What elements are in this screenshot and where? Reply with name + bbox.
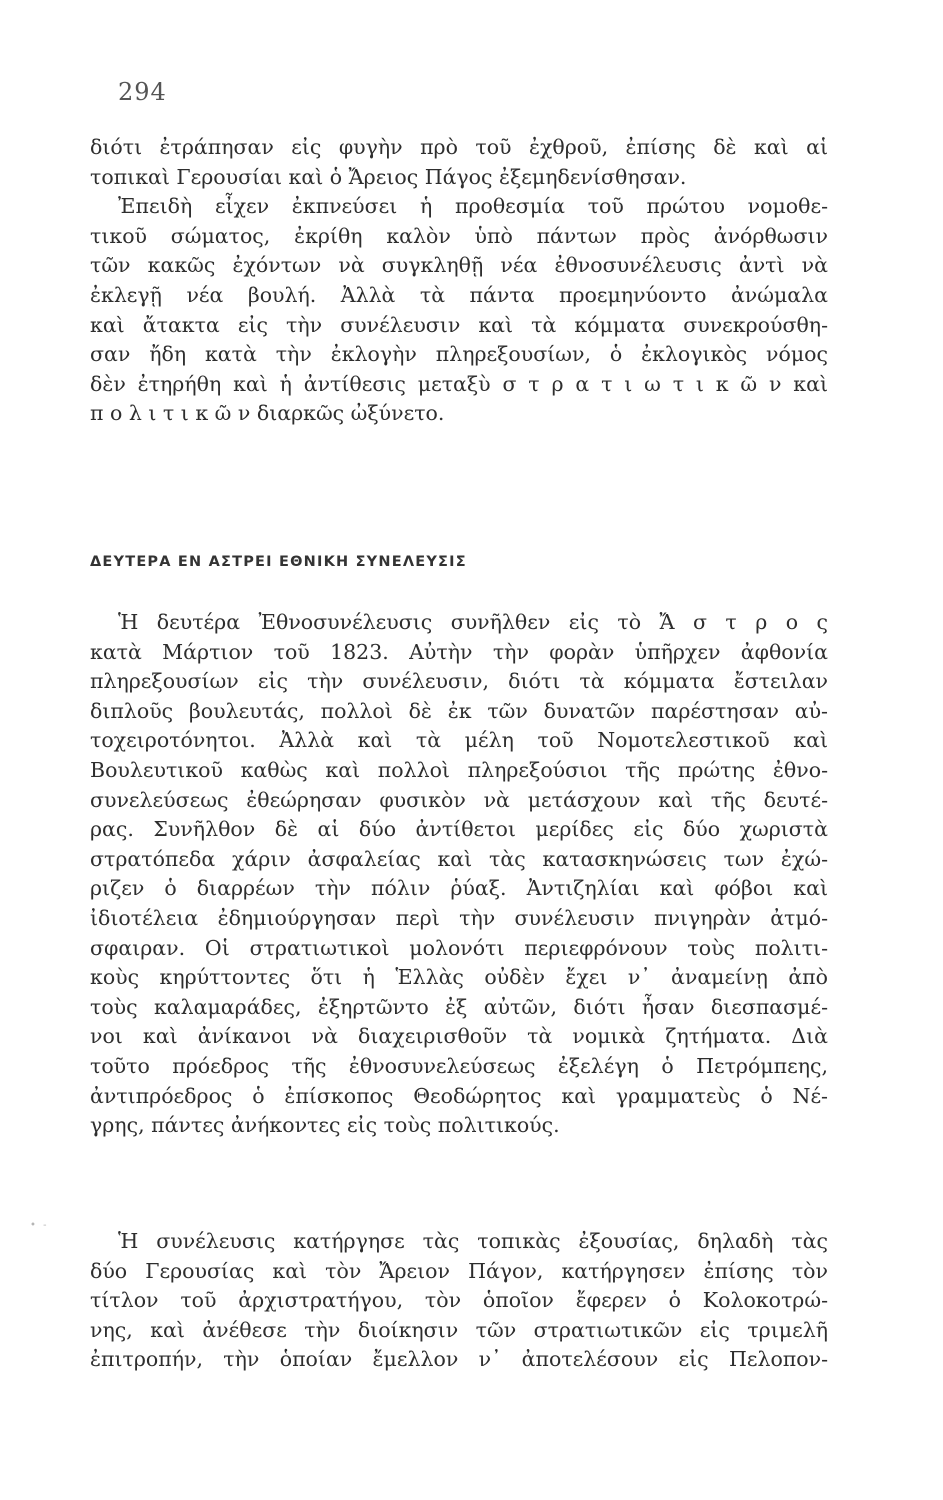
- text-line: γρης, πάντες ἀνήκοντες εἰς τοὺς πολιτικούς.: [90, 1113, 560, 1138]
- text-line: ρας. Συνῆλθον δὲ αἱ δύο ἀντίθετοι μερίδες εἰς δύο χωριστὰ: [90, 817, 828, 842]
- text-line: ἰδιοτέλεια ἐδημιούργησαν περὶ τὴν συνέλευσιν πνιγηρὰν ἀτμό-: [90, 905, 828, 930]
- text-line: ριζεν ὁ διαρρέων τὴν πόλιν ῥύαξ. Ἀντιζηλίαι καὶ φόβοι καὶ: [90, 876, 828, 901]
- text-line: νης, καὶ ἀνέθεσε τὴν διοίκησιν τῶν στρατιωτικῶν εἰς τριμελῆ: [90, 1317, 828, 1342]
- page-number: 294: [118, 78, 167, 106]
- text-line: ἀντιπρόεδρος ὁ ἐπίσκοπος Θεοδώρητος καὶ γραμματεὺς ὁ Νέ-: [90, 1083, 828, 1108]
- text-line: ἐκλεγῇ νέα βουλή. Ἀλλὰ τὰ πάντα προεμηνύοντο ἀνώμαλα: [90, 282, 828, 307]
- text-line: σφαιραν. Οἱ στρατιωτικοὶ μολονότι περιεφρόνουν τοὺς πολιτι-: [90, 935, 828, 960]
- text-line: σαν ἤδη κατὰ τὴν ἐκλογὴν πληρεξουσίων, ὁ ἐκλογικὸς νόμος: [90, 342, 828, 367]
- text-line: νοι καὶ ἀνίκανοι νὰ διαχειρισθοῦν τὰ νομικὰ ζητήματα. Διὰ: [90, 1024, 828, 1049]
- section-heading: ΔΕΥΤΕΡΑ ΕΝ ΑΣΤΡΕΙ ΕΘΝΙΚΗ ΣΥΝΕΛΕΥΣΙΣ: [90, 554, 467, 570]
- text-line: καὶ ἄτακτα εἰς τὴν συνέλευσιν καὶ τὰ κόμματα συνεκρούσθη-: [90, 312, 828, 337]
- text-line: διπλοῦς βουλευτάς, πολλοὶ δὲ ἐκ τῶν δυνατῶν παρέστησαν αὐ-: [90, 698, 828, 723]
- text-line: τοπικαὶ Γερουσίαι καὶ ὁ Ἄρειος Πάγος ἐξεμηδενίσθησαν.: [90, 164, 687, 189]
- text-line: Ἡ δευτέρα Ἐθνοσυνέλευσις συνῆλθεν εἰς τὸ Ἄ σ τ ρ ο ς: [118, 610, 828, 634]
- text-line: π ο λ ι τ ι κ ῶ ν διαρκῶς ὠξύνετο.: [90, 401, 445, 426]
- text-line: Ἡ συνέλευσις κατήργησε τὰς τοπικὰς ἐξουσίας, δηλαδὴ τὰς: [118, 1229, 828, 1253]
- text-line: κατὰ Μάρτιον τοῦ 1823. Αὐτὴν τὴν φορὰν ὑπῆρχεν ἀφθονία: [90, 639, 828, 664]
- paragraph-1: [90, 133, 828, 429]
- text-line: Βουλευτικοῦ καθὼς καὶ πολλοὶ πληρεξούσιοι τῆς πρώτης ἐθνο-: [90, 757, 828, 782]
- text-line: στρατόπεδα χάριν ἀσφαλείας καὶ τὰς κατασκηνώσεις των ἐχώ-: [90, 846, 828, 871]
- text-line: ἐπιτροπήν, τὴν ὁποίαν ἔμελλον ν᾽ ἀποτελέσουν εἰς Πελοπον-: [90, 1347, 828, 1372]
- text-line: συνελεύσεως ἐθεώρησαν φυσικὸν νὰ μετάσχουν καὶ τῆς δευτέ-: [90, 787, 828, 812]
- text-line: πληρεξουσίων εἰς τὴν συνέλευσιν, διότι τὰ κόμματα ἔστειλαν: [90, 669, 828, 694]
- paragraph-2: [90, 608, 828, 1141]
- text-line: δύο Γερουσίας καὶ τὸν Ἄρειον Πάγον, κατήργησεν ἐπίσης τὸν: [90, 1258, 828, 1283]
- text-line: τοχειροτόνητοι. Ἀλλὰ καὶ τὰ μέλη τοῦ Νομοτελεστικοῦ καὶ: [90, 728, 828, 753]
- text-line: τοὺς καλαμαράδες, ἐξηρτῶντο ἐξ αὐτῶν, διότι ἦσαν διεσπασμέ-: [90, 994, 828, 1019]
- text-line: Ἐπειδὴ εἶχεν ἐκπνεύσει ἡ προθεσμία τοῦ πρώτου νομοθε-: [118, 194, 828, 219]
- margin-mark: • -: [30, 1220, 49, 1231]
- text-line: τίτλον τοῦ ἀρχιστρατήγου, τὸν ὁποῖον ἔφερεν ὁ Κολοκοτρώ-: [90, 1288, 828, 1313]
- text-line: δὲν ἐτηρήθη καὶ ἡ ἀντίθεσις μεταξὺ σ τ ρ α τ ι ω τ ι κ ῶ ν καὶ: [90, 371, 828, 396]
- text-line: κοὺς κηρύττοντες ὅτι ἡ Ἑλλὰς οὐδὲν ἔχει ν᾽ ἀναμείνῃ ἀπὸ: [90, 965, 828, 990]
- text-line: τικοῦ σώματος, ἐκρίθη καλὸν ὑπὸ πάντων πρὸς ἀνόρθωσιν: [90, 223, 828, 248]
- text-line: τῶν κακῶς ἐχόντων νὰ συγκληθῇ νέα ἐθνοσυνέλευσις ἀντὶ νὰ: [90, 253, 828, 278]
- paragraph-3: [90, 1227, 828, 1375]
- text-line: τοῦτο πρόεδρος τῆς ἐθνοσυνελεύσεως ἐξελέγη ὁ Πετρόμπεης,: [90, 1053, 828, 1078]
- text-line: διότι ἐτράπησαν εἰς φυγὴν πρὸ τοῦ ἐχθροῦ, ἐπίσης δὲ καὶ αἱ: [90, 135, 828, 159]
